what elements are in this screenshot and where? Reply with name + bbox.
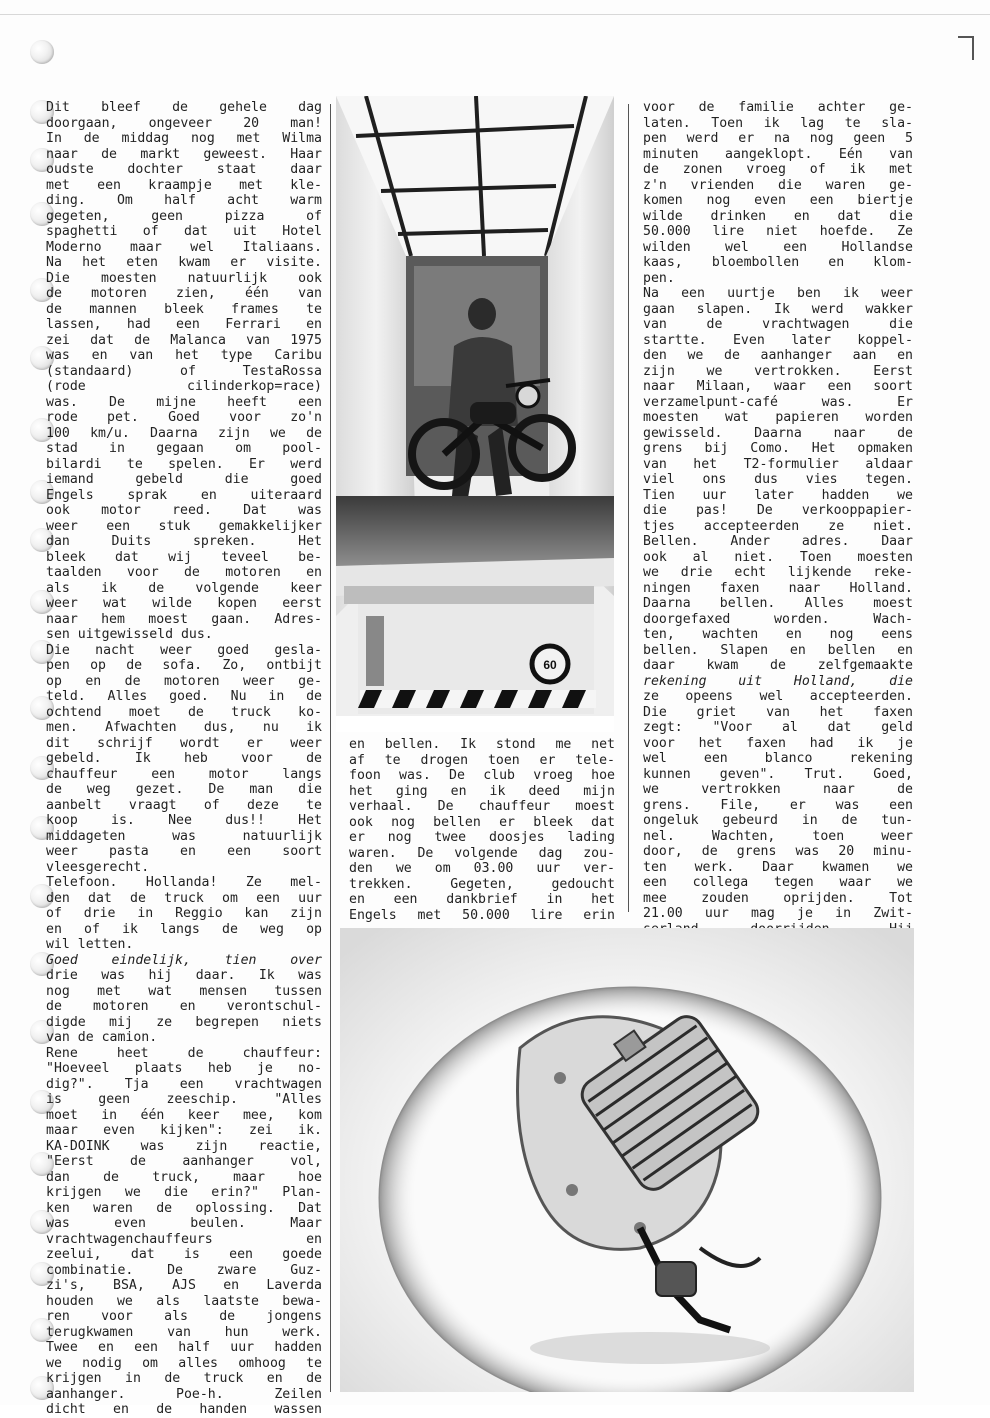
text-line: Goed eindelijk, tien over (46, 952, 322, 968)
text-line: pen. (643, 270, 675, 286)
text-line: krijgen we die erin?" Plan- (46, 1185, 322, 1200)
text-line: af te drogen toen er tele- (349, 752, 615, 768)
text-line: 21.00 uur mag je in Zwit- (643, 906, 913, 921)
text-column-right (643, 100, 913, 937)
text-line: dan de truck, maar hoe (46, 1169, 322, 1185)
text-line: gewisseld. Daarna naar de (643, 425, 913, 441)
text-line: ook al niet. Toen moesten (643, 549, 913, 565)
text-line: Bellen. Ander adres. Daar (643, 534, 913, 549)
text-line: stad in gegaan om pool- (46, 441, 322, 456)
text-line: ten, wachten en nog eens (643, 627, 913, 642)
text-line: Na een uurtje ben ik weer (643, 286, 913, 301)
column-rule-left (330, 104, 331, 1392)
text-line: chauffeur een motor langs (46, 766, 322, 782)
text-line: Daarna bellen. Alles moest (643, 596, 913, 611)
text-line: gaan slapen. Ik werd wakker (643, 301, 913, 317)
text-line: daar kwam de zelfgemaakte (643, 658, 913, 673)
text-line: maar even kijken": zei ik. (46, 1123, 322, 1138)
text-line: pen werd er na nog geen 5 (643, 131, 913, 146)
text-line: wil letten. (46, 937, 134, 952)
text-line: bleek dat wij teveel be- (46, 549, 322, 565)
text-line: naar hem moest gaan. Adres- (46, 611, 322, 627)
text-line: er nog twee doosjes lading (349, 830, 615, 845)
text-line: Die nacht weer goed gesla- (46, 642, 322, 658)
text-line: "Eerst de aanhanger vol, (46, 1154, 322, 1169)
text-line: was. De mijne heeft een (46, 394, 322, 410)
text-line: dan Duits spreken. Het (46, 534, 322, 549)
text-line: dicht en de handen wassen (46, 1402, 322, 1417)
text-line: ochtend moet de truck ko- (46, 704, 322, 720)
text-line: sen uitgewisseld dus. (46, 627, 213, 642)
text-line: den we de aanhanger aan en (643, 348, 913, 363)
text-line: bilardi te spelen. Er werd (46, 456, 322, 472)
text-line: voor het faxen had ik je (643, 735, 913, 751)
text-line: ding. Om half acht warm (46, 193, 322, 208)
text-line: en bellen. Ik stond me net (349, 737, 615, 752)
text-line: tjes accepteerden ze niet. (643, 518, 913, 534)
text-line: teld. Alles goed. Nu in de (46, 689, 322, 704)
text-line: we vertrokken naar de (643, 782, 913, 797)
text-line: dit schrijf wordt er weer (46, 735, 322, 751)
text-line: nog met wat mensen tussen (46, 983, 322, 999)
text-line: dig?". Tja een vrachtwagen (46, 1076, 322, 1092)
text-line: laten. Toen ik lag te sla- (643, 115, 913, 131)
text-line: is geen zeeschip. "Alles (46, 1092, 322, 1107)
text-line: mee zouden oprijden. Tot (643, 890, 913, 906)
text-line: grens bij Como. Het opmaken (643, 441, 913, 456)
corner-crop-mark (958, 36, 974, 60)
text-column-middle (349, 737, 615, 923)
text-line: van de camion. (46, 1030, 158, 1045)
text-line: vrachtwagenchauffeurs en (46, 1231, 322, 1247)
text-line: middageten was natuurlijk (46, 828, 322, 844)
text-line: naar Milaan, waar een soort (643, 379, 913, 394)
text-line: 100 km/u. Daarna zijn we de (46, 425, 322, 441)
text-line: weer een stuk gemakkelijker (46, 518, 322, 534)
text-line: spaghetti of dat uit Hotel (46, 224, 322, 239)
text-line: of drie in Reggio kan zijn (46, 906, 322, 921)
text-line: digde mij ze begrepen niets (46, 1014, 322, 1030)
text-line: zijn we vertrokken. Eerst (643, 363, 913, 379)
text-line: (standaard) of TestaRossa (46, 363, 322, 379)
text-line: drie was hij daar. Ik was (46, 968, 322, 983)
punch-hole (30, 40, 54, 64)
text-line: verzamelpunt-café was. Er (643, 394, 913, 410)
text-line: moet in één keer mee, kom (46, 1107, 322, 1123)
text-line: ze opeens wel accepteerden. (643, 689, 913, 704)
text-line: koop is. Nee dus!! Het (46, 813, 322, 828)
text-line: was even beulen. Maar (46, 1216, 322, 1231)
text-line: met een kraampje met kle- (46, 177, 322, 193)
text-line: we nodig om alles omhoog te (46, 1355, 322, 1371)
column-rule-right (628, 104, 629, 912)
text-line: lassen, had een Ferrari en (46, 317, 322, 332)
text-line: het ging en ik deed mijn (349, 783, 615, 799)
text-line: ningen faxen naar Holland. (643, 580, 913, 596)
text-line: wel een blanco rekening (643, 751, 913, 766)
text-line: verhaal. De chauffeur moest (349, 799, 615, 814)
text-line: ook nog bellen er bleek dat (349, 814, 615, 830)
text-line: viel ons dus vies tegen. (643, 472, 913, 487)
engine-photo-illustration (340, 928, 914, 1392)
text-line: Telefoon. Hollanda! Ze mel- (46, 875, 322, 890)
text-line: aanbelt vraagt of deze te (46, 797, 322, 813)
text-line: van het T2-formulier aldaar (643, 456, 913, 472)
text-line: rekening uit Holland, die (643, 673, 913, 689)
text-line: de weg gezet. De man die (46, 782, 322, 797)
text-line: grens. File, er was een (643, 797, 913, 813)
text-line: doorgefaxed worden. Wach- (643, 611, 913, 627)
text-line: vleesgerecht. (46, 859, 150, 875)
text-line: de motoren en verontschul- (46, 999, 322, 1014)
text-line: doorgaan, ongeveer 20 man! (46, 115, 322, 131)
text-line: rode pet. Goed voor zo'n (46, 410, 322, 425)
text-line: gebeld. Ik heb voor de (46, 751, 322, 766)
text-line: gegeten, geen pizza of (46, 208, 322, 224)
text-line: die pas! De verkooppapier- (643, 503, 913, 518)
text-line: kunnen geven". Trut. Goed, (643, 766, 913, 782)
text-line: voor de familie achter ge- (643, 100, 913, 115)
text-line: ken waren de oplossing. Dat (46, 1200, 322, 1216)
text-line: van de vrachtwagen die (643, 317, 913, 332)
text-line: en of ik langs de weg op (46, 921, 322, 937)
text-line: krijgen in de truck en de (46, 1371, 322, 1386)
text-line: ren voor als de jongens (46, 1309, 322, 1324)
text-line: de motoren zien, één van (46, 286, 322, 301)
text-line: trekken. Gegeten, gedoucht (349, 876, 615, 892)
text-line: en een dankbrief in het (349, 892, 615, 907)
text-line: wilden wel een Hollandse (643, 239, 913, 255)
text-line: Rene heet de chauffeur: (46, 1045, 322, 1061)
text-line: aanhanger. Poe-h. Zeilen (46, 1386, 322, 1402)
text-line: In de middag nog met Wilma (46, 131, 322, 146)
text-line: komen nog even een biertje (643, 193, 913, 208)
svg-text:60: 60 (543, 658, 557, 672)
text-line: zi's, BSA, AJS en Laverda (46, 1278, 322, 1293)
truck-photo-illustration (336, 96, 614, 732)
text-line: terugkwamen van hun werk. (46, 1324, 322, 1340)
text-line: de mannen bleek frames te (46, 301, 322, 317)
text-line: Die griet van het faxen (643, 704, 913, 720)
text-line: (rode cilinderkop=race) (46, 379, 322, 394)
text-line: op en de motoren weer ge- (46, 673, 322, 689)
text-line: z'n vrienden die waren ge- (643, 177, 913, 193)
text-line: ongeluk gebeurd in de tun- (643, 813, 913, 828)
text-line: ten werk. Daar kwamen we (643, 859, 913, 875)
text-line: wilde drinken en dat die (643, 208, 913, 224)
text-line: weer wat wilde kopen eerst (46, 596, 322, 611)
text-line: Na het eten kwam er visite. (46, 255, 322, 270)
top-edge-line (0, 14, 990, 15)
text-line: Die moesten natuurlijk ook (46, 270, 322, 286)
text-line: pen op de sofa. Zo, ontbijt (46, 658, 322, 673)
text-line: foon was. De club vroeg hoe (349, 768, 615, 783)
text-column-left (46, 100, 322, 1418)
text-line: de zonen vroeg of ik met (643, 162, 913, 177)
text-line: den dat de truck om een uur (46, 890, 322, 906)
text-line: moesten wat papieren worden (643, 410, 913, 425)
text-line: combinatie. De zware Guz- (46, 1262, 322, 1278)
text-line: weer pasta en een soort (46, 844, 322, 859)
text-line: houden we als laatste bewa- (46, 1293, 322, 1309)
text-line: Engels met 50.000 lire erin (349, 907, 615, 923)
text-line: door, de grens was 20 minu- (643, 844, 913, 859)
text-line: we drie echt lijkende reke- (643, 565, 913, 580)
text-line: zei dat de Malanca van 1975 (46, 332, 322, 348)
text-line: Twee en een half uur hadden (46, 1340, 322, 1355)
text-line: 50.000 lire niet hoefde. Ze (643, 224, 913, 239)
text-line: was en van het type Caribu (46, 348, 322, 363)
text-line: zeelui, dat is een goede (46, 1247, 322, 1262)
text-line: Tien uur later hadden we (643, 487, 913, 503)
text-line: taalden voor de motoren en (46, 565, 322, 580)
text-line: startte. Even later koppel- (643, 332, 913, 348)
text-line: ook motor reed. Dat was (46, 503, 322, 518)
text-line: iemand gebeld die goed (46, 472, 322, 487)
text-line: naar de markt geweest. Haar (46, 146, 322, 162)
text-line: oudste dochter staat daar (46, 162, 322, 177)
text-line: waren. De volgende dag zou- (349, 845, 615, 861)
text-line: KA-DOINK was zijn reactie, (46, 1138, 322, 1154)
text-line: bellen. Slapen en bellen en (643, 642, 913, 658)
text-line: minuten aangeklopt. Eén van (643, 146, 913, 162)
text-line: als ik de volgende keer (46, 580, 322, 596)
engine-photo (340, 928, 914, 1392)
text-line: "Hoeveel plaats heb je no- (46, 1061, 322, 1076)
text-line: Dit bleef de gehele dag (46, 100, 322, 115)
text-line: een collega tegen waar we (643, 875, 913, 890)
text-line: nel. Wachten, toen weer (643, 828, 913, 844)
text-line: Engels sprak en uiteraard (46, 487, 322, 503)
text-line: Moderno maar wel Italiaans. (46, 239, 322, 255)
text-line: men. Afwachten dus, nu ik (46, 720, 322, 735)
text-line: zegt: "Voor al dat geld (643, 720, 913, 735)
text-line: den we om 03.00 uur ver- (349, 861, 615, 876)
truck-photo (336, 96, 614, 732)
text-line: kaas, bloembollen en klom- (643, 255, 913, 270)
